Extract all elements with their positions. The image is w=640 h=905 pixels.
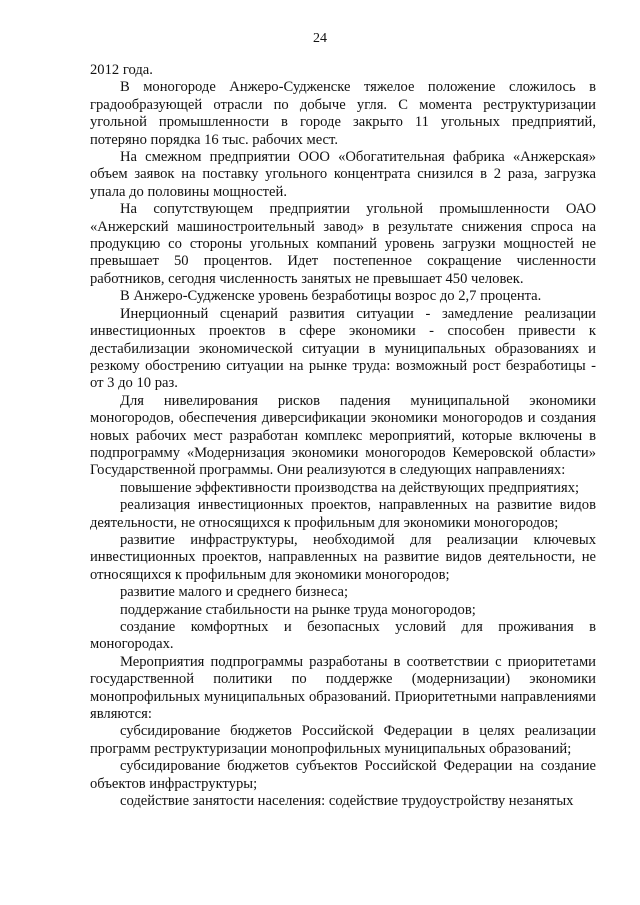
paragraph-processing-plant: На смежном предприятии ООО «Обогатительная фабрика «Анжерская» объем заявок на поставку угольного концентрата снизился в 2 раза, загрузка упала до половины мощностей. bbox=[90, 149, 596, 200]
list-item-efficiency: повышение эффективности производства на действующих предприятиях; bbox=[120, 479, 580, 496]
page-number: 24 bbox=[313, 31, 327, 46]
paragraph-machine-plant: На сопутствующем предприятии угольной промышленности ОАО «Анжерский машиностроительный завод» в результате снижения спроса на продукцию со стороны угольных компаний уровень загрузки мощностей не превышает 50 процентов. Идет постепенное сокращение численности работников, сегодня численность занятых не превышает 450 человек. bbox=[90, 201, 596, 287]
paragraph-anzhero-coal: В моногороде Анжеро-Судженске тяжелое положение сложилось в градообразующей отрасли по добыче угля. С момента реструктуризации угольной промышленности в городе закрыто 11 угольных предприятий, потеряно порядка 16 тыс. рабочих мест. bbox=[90, 79, 596, 148]
list-item-employment: содействие занятости населения: содействие трудоустройству незанятых bbox=[120, 793, 574, 810]
list-item-regional-subsidies: субсидирование бюджетов субъектов Российской Федерации на создание объектов инфраструктуры; bbox=[90, 758, 596, 792]
paragraph-inertial-scenario: Инерционный сценарий развития ситуации - замедление реализации инвестиционных проектов в сфере экономики - способен привести к дестабилизации экономической ситуации в муниципальных образованиях и резкому обострению ситуации на рынке труда: возможный рост безработицы - от 3 до 10 раз. bbox=[90, 305, 596, 392]
list-item-small-business: развитие малого и среднего бизнеса; bbox=[120, 584, 349, 601]
list-item-municipal-subsidies: субсидирование бюджетов Российской Федерации в целях реализации программ реструктуризации монопрофильных муниципальных образований; bbox=[90, 723, 596, 757]
list-item-living-conditions: создание комфортных и безопасных условий для проживания в моногородах. bbox=[90, 619, 596, 653]
paragraph-subprogram-priorities: Мероприятия подпрограммы разработаны в соответствии с приоритетами государственной политики по поддержке (модернизации) экономики монопрофильных муниципальных образований. Приоритетными направлениями являются: bbox=[90, 653, 596, 723]
list-item-investment-projects: реализация инвестиционных проектов, направленных на развитие видов деятельности, не относящихся к профильным для экономики моногородов; bbox=[90, 497, 596, 531]
list-item-infrastructure: развитие инфраструктуры, необходимой для реализации ключевых инвестиционных проектов, направленных на развитие видов деятельности, не относящихся к профильным для экономики моногородов; bbox=[90, 531, 596, 583]
paragraph-risk-mitigation: Для нивелирования рисков падения муниципальной экономики моногородов, обеспечения диверсификации экономики моногородов и создания новых рабочих мест разработан комплекс мероприятий, которые включены в подпрограмму «Модернизация экономики моногородов Кемеровской области» Государственной программы. Они реализуются в следующих направлениях: bbox=[90, 392, 596, 479]
list-item-labor-market: поддержание стабильности на рынке труда моногородов; bbox=[120, 601, 476, 618]
paragraph-unemployment: В Анжеро-Судженске уровень безработицы возрос до 2,7 процента. bbox=[120, 288, 542, 305]
paragraph-continuation: 2012 года. bbox=[90, 62, 153, 78]
document-body bbox=[90, 62, 596, 810]
